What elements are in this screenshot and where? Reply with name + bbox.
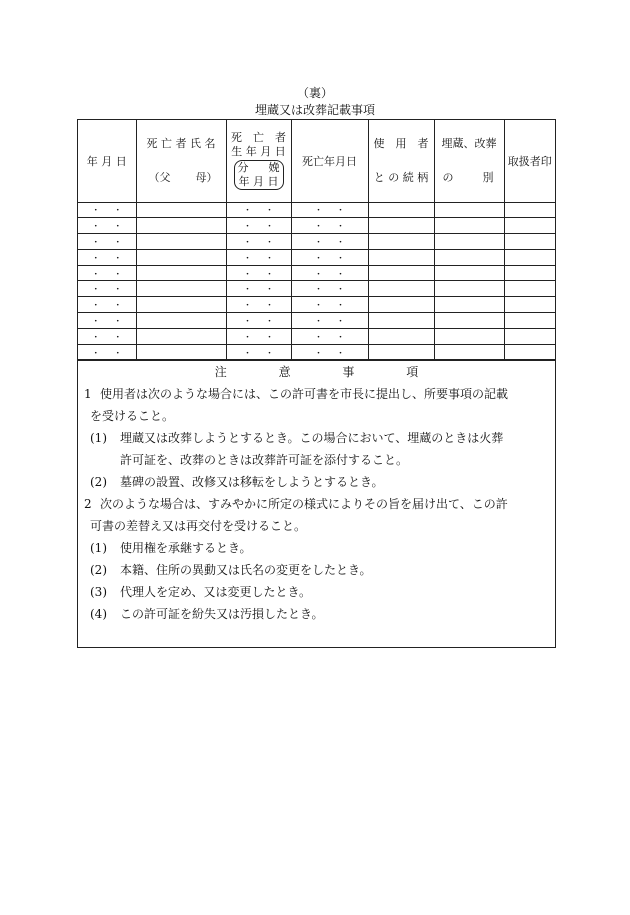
date-separator-dot: ・ — [91, 237, 101, 248]
record-cell[interactable] — [504, 281, 555, 297]
header-relation — [368, 120, 434, 202]
date-separator-dot: ・ — [264, 285, 274, 296]
date-separator-dot: ・ — [264, 301, 274, 312]
date-separator-dot: ・ — [335, 206, 345, 217]
date-separator-dot: ・ — [335, 348, 345, 359]
date-separator-dot: ・ — [91, 316, 101, 327]
record-cell[interactable] — [78, 281, 136, 297]
note-number: 2 — [84, 497, 92, 512]
date-separator-dot: ・ — [113, 237, 123, 248]
date-separator-dot: ・ — [242, 222, 252, 233]
header-relation-l1: 使 用 者 — [373, 136, 429, 150]
record-cell[interactable] — [291, 328, 368, 344]
header-kind-l2b: 別 — [482, 170, 494, 184]
date-separator-dot: ・ — [113, 316, 123, 327]
date-separator-dot: ・ — [335, 222, 345, 233]
date-separator-dot: ・ — [242, 269, 252, 280]
record-cell[interactable] — [368, 281, 434, 297]
note-number: (2) — [90, 475, 107, 490]
note-text: 次のような場合は、すみやかに所定の様式によりその旨を届け出て、この許 — [100, 497, 508, 512]
record-cell[interactable] — [504, 328, 555, 344]
note-number: (1) — [90, 541, 107, 556]
record-row — [78, 249, 555, 265]
record-row — [78, 313, 555, 329]
record-cell[interactable] — [226, 328, 291, 344]
date-separator-dot: ・ — [335, 316, 345, 327]
note-1-1 — [84, 427, 551, 471]
note-text: 可書の差替え又は再交付を受けること。 — [90, 519, 307, 534]
record-cell[interactable] — [78, 234, 136, 250]
note-1-2 — [84, 471, 551, 493]
record-cell[interactable] — [504, 265, 555, 281]
date-separator-dot: ・ — [242, 316, 252, 327]
note-2-1 — [84, 537, 551, 559]
header-birth-l2: 生 年 月 日 — [231, 145, 286, 159]
header-deceased-name-l1: 死 亡 者 氏 名 — [146, 136, 216, 150]
note-text: 代理人を定め、又は変更したとき。 — [120, 585, 312, 600]
record-cell[interactable] — [226, 218, 291, 234]
date-separator-dot: ・ — [264, 332, 274, 343]
note-number: (4) — [90, 607, 107, 622]
note-number: (3) — [90, 585, 107, 600]
note-text: 墓碑の設置、改修又は移転をしようとするとき。 — [120, 475, 384, 490]
date-separator-dot: ・ — [242, 206, 252, 217]
record-row — [78, 281, 555, 297]
record-cell[interactable] — [136, 313, 226, 329]
notes-title-char: 注 — [214, 365, 227, 380]
date-separator-dot: ・ — [313, 332, 323, 343]
note-text: 埋蔵又は改葬しようとするとき。この場合において、埋蔵のときは火葬 — [120, 431, 504, 446]
header-birth-bracket — [234, 160, 284, 190]
date-separator-dot: ・ — [242, 237, 252, 248]
record-cell[interactable] — [291, 344, 368, 360]
date-separator-dot: ・ — [264, 269, 274, 280]
date-separator-dot: ・ — [91, 206, 101, 217]
record-cell[interactable] — [78, 313, 136, 329]
date-separator-dot: ・ — [91, 269, 101, 280]
record-cell[interactable] — [504, 297, 555, 313]
note-text: 使用権を承継するとき。 — [120, 541, 252, 556]
header-birth-l4: 年 月 日 — [238, 175, 279, 189]
date-separator-dot: ・ — [91, 222, 101, 233]
date-separator-dot: ・ — [335, 237, 345, 248]
date-separator-dot: ・ — [313, 237, 323, 248]
record-cell[interactable] — [434, 249, 504, 265]
note-number: (2) — [90, 563, 107, 578]
record-cell[interactable] — [368, 234, 434, 250]
header-death-date: 死亡年月日 — [291, 120, 368, 202]
record-row — [78, 202, 555, 218]
note-2-2 — [84, 559, 551, 581]
date-separator-dot: ・ — [313, 206, 323, 217]
header-relation-l2: と の 続 柄 — [373, 170, 429, 184]
record-cell[interactable] — [226, 344, 291, 360]
date-separator-dot: ・ — [113, 348, 123, 359]
record-cell[interactable] — [136, 328, 226, 344]
header-birth-date — [226, 120, 291, 202]
record-cell[interactable] — [434, 202, 504, 218]
note-number: (1) — [90, 431, 107, 446]
date-separator-dot: ・ — [242, 253, 252, 264]
note-text: 使用者は次のような場合には、この許可書を市長に提出し、所要事項の記載 — [100, 387, 509, 402]
record-cell[interactable] — [434, 328, 504, 344]
date-separator-dot: ・ — [313, 301, 323, 312]
record-cell[interactable] — [368, 328, 434, 344]
header-deceased-name-l2a: （父 — [148, 170, 171, 184]
record-cell[interactable] — [368, 265, 434, 281]
note-text: を受けること。 — [90, 409, 175, 424]
header-date: 年 月 日 — [78, 120, 136, 202]
date-separator-dot: ・ — [313, 348, 323, 359]
record-table-body — [78, 202, 555, 360]
record-cell[interactable] — [291, 313, 368, 329]
form-frame — [77, 119, 556, 648]
date-separator-dot: ・ — [313, 253, 323, 264]
date-separator-dot: ・ — [242, 348, 252, 359]
note-text: 本籍、住所の異動又は氏名の変更をしたとき。 — [120, 563, 372, 578]
record-cell[interactable] — [136, 218, 226, 234]
record-cell[interactable] — [226, 313, 291, 329]
date-separator-dot: ・ — [264, 253, 274, 264]
record-cell[interactable] — [136, 249, 226, 265]
record-cell[interactable] — [136, 234, 226, 250]
date-separator-dot: ・ — [335, 285, 345, 296]
date-separator-dot: ・ — [264, 237, 274, 248]
header-kind-l1: 埋蔵、改葬 — [441, 136, 497, 150]
notes-title-char: 項 — [406, 365, 419, 380]
record-table-header — [78, 120, 555, 202]
record-cell[interactable] — [504, 249, 555, 265]
record-cell[interactable] — [136, 202, 226, 218]
note-text: この許可証を紛失又は汚損したとき。 — [120, 607, 324, 622]
record-cell[interactable] — [434, 265, 504, 281]
date-separator-dot: ・ — [91, 301, 101, 312]
record-cell[interactable] — [226, 265, 291, 281]
record-row — [78, 328, 555, 344]
record-cell[interactable] — [291, 202, 368, 218]
header-kind-l2a: の — [442, 170, 454, 184]
date-separator-dot: ・ — [113, 332, 123, 343]
record-cell[interactable] — [78, 328, 136, 344]
record-cell[interactable] — [291, 249, 368, 265]
page-side-mark: （裏） — [296, 86, 333, 100]
record-cell[interactable] — [78, 265, 136, 281]
date-separator-dot: ・ — [313, 269, 323, 280]
date-separator-dot: ・ — [242, 332, 252, 343]
notes-title-char: 事 — [342, 365, 355, 380]
record-cell[interactable] — [368, 297, 434, 313]
record-cell[interactable] — [226, 202, 291, 218]
record-cell[interactable] — [434, 234, 504, 250]
record-cell[interactable] — [368, 313, 434, 329]
date-separator-dot: ・ — [335, 269, 345, 280]
record-cell[interactable] — [78, 344, 136, 360]
record-cell[interactable] — [504, 202, 555, 218]
record-cell[interactable] — [291, 218, 368, 234]
header-deceased-name — [136, 120, 226, 202]
record-cell[interactable] — [434, 344, 504, 360]
record-cell[interactable] — [291, 297, 368, 313]
notes-title-char: 意 — [278, 365, 291, 380]
record-cell[interactable] — [368, 249, 434, 265]
header-birth-l1: 死 亡 者 — [231, 131, 286, 145]
notes-body — [78, 383, 555, 625]
note-number: 1 — [84, 387, 92, 402]
notes-title — [78, 360, 555, 383]
form-title: 埋蔵又は改葬記載事項 — [254, 103, 375, 117]
date-separator-dot: ・ — [335, 253, 345, 264]
header-deceased-name-l2b: 母） — [195, 170, 218, 184]
date-separator-dot: ・ — [313, 316, 323, 327]
header-kind — [434, 120, 504, 202]
note-2-4 — [84, 603, 551, 625]
note-text: 許可証を、改葬のときは改葬許可証を添付すること。 — [120, 453, 409, 468]
date-separator-dot: ・ — [264, 348, 274, 359]
date-separator-dot: ・ — [264, 316, 274, 327]
record-cell[interactable] — [434, 313, 504, 329]
record-cell[interactable] — [226, 249, 291, 265]
record-row — [78, 297, 555, 313]
header-birth-l3a: 分 — [237, 161, 249, 175]
record-cell[interactable] — [504, 234, 555, 250]
record-cell[interactable] — [78, 202, 136, 218]
note-2 — [84, 493, 551, 537]
date-separator-dot: ・ — [313, 222, 323, 233]
record-cell[interactable] — [434, 281, 504, 297]
record-cell[interactable] — [226, 281, 291, 297]
record-cell[interactable] — [291, 281, 368, 297]
date-separator-dot: ・ — [242, 301, 252, 312]
record-row — [78, 218, 555, 234]
record-cell[interactable] — [226, 297, 291, 313]
date-separator-dot: ・ — [113, 206, 123, 217]
record-cell[interactable] — [136, 297, 226, 313]
date-separator-dot: ・ — [264, 222, 274, 233]
date-separator-dot: ・ — [91, 253, 101, 264]
record-cell[interactable] — [504, 344, 555, 360]
note-2-3 — [84, 581, 551, 603]
date-separator-dot: ・ — [113, 269, 123, 280]
record-cell[interactable] — [291, 234, 368, 250]
note-1 — [84, 383, 551, 427]
date-separator-dot: ・ — [113, 301, 123, 312]
record-cell[interactable] — [78, 218, 136, 234]
date-separator-dot: ・ — [242, 285, 252, 296]
record-cell[interactable] — [226, 234, 291, 250]
date-separator-dot: ・ — [264, 206, 274, 217]
record-cell[interactable] — [368, 218, 434, 234]
record-row — [78, 234, 555, 250]
record-cell[interactable] — [78, 249, 136, 265]
date-separator-dot: ・ — [91, 285, 101, 296]
record-cell[interactable] — [136, 265, 226, 281]
header-birth-l3b: 娩 — [268, 161, 280, 175]
date-separator-dot: ・ — [335, 332, 345, 343]
date-separator-dot: ・ — [91, 332, 101, 343]
date-separator-dot: ・ — [113, 285, 123, 296]
date-separator-dot: ・ — [335, 301, 345, 312]
header-handler-seal: 取扱者印 — [504, 120, 555, 202]
record-table — [78, 120, 555, 360]
record-cell[interactable] — [434, 297, 504, 313]
record-cell[interactable] — [368, 202, 434, 218]
record-cell[interactable] — [504, 218, 555, 234]
record-cell[interactable] — [291, 265, 368, 281]
record-cell[interactable] — [368, 344, 434, 360]
date-separator-dot: ・ — [113, 222, 123, 233]
date-separator-dot: ・ — [313, 285, 323, 296]
date-separator-dot: ・ — [91, 348, 101, 359]
record-cell[interactable] — [136, 281, 226, 297]
record-row — [78, 265, 555, 281]
record-cell[interactable] — [504, 313, 555, 329]
record-cell[interactable] — [136, 344, 226, 360]
record-cell[interactable] — [78, 297, 136, 313]
record-row — [78, 344, 555, 360]
record-cell[interactable] — [434, 218, 504, 234]
date-separator-dot: ・ — [113, 253, 123, 264]
